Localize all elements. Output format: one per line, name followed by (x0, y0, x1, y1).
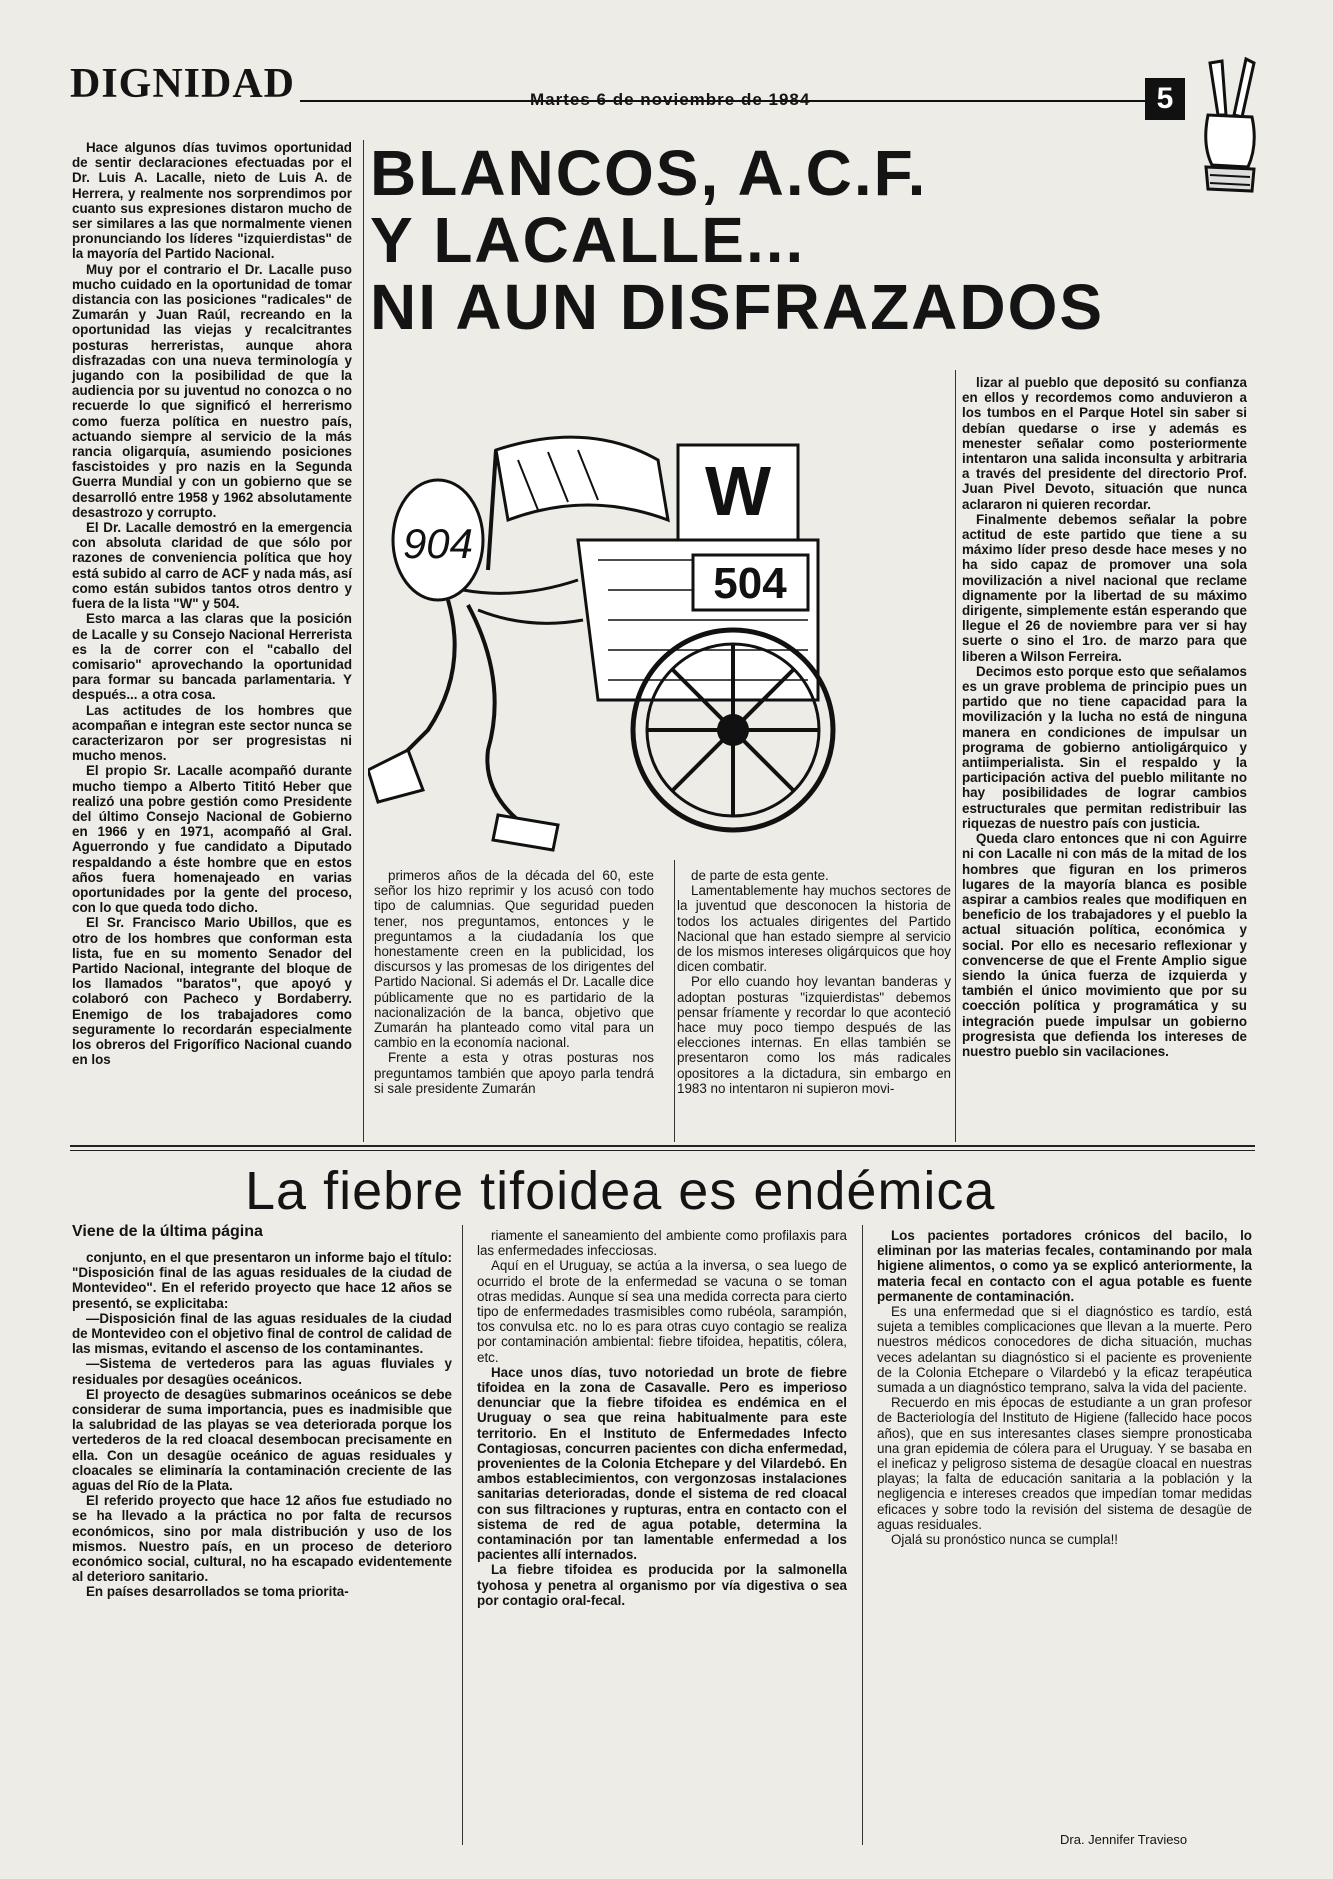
victory-hand-icon (1188, 55, 1268, 195)
issue-date: Martes 6 de noviembre de 1984 (530, 90, 811, 109)
paragraph: de parte de esta gente. (691, 868, 829, 883)
paragraph: Las actitudes de los hombres que acompañan e integran este sector nunca se caracterizaron por ser progresistas ni mucho menos. (72, 702, 352, 764)
paragraph: —Disposición final de las aguas residuales de la ciudad de Montevideo con el objetivo final de control de calidad de las mismas, evitando el ascenso de los contaminantes. (72, 1310, 452, 1357)
paragraph: El proyecto de desagües submarinos oceánicos se debe considerar de suma importancia, pues es inadmisible que la salubridad de las playas se vea deteriorada porque los vertederos de la red cloacal desembocan precisamente en ella. Con un desagüe oceánico de aguas residuales y cloacales se eliminaría la contaminación creciente de las aguas del Río de la Plata. (72, 1386, 452, 1494)
figure-label: 904 (402, 520, 474, 567)
paragraph: Es una enfermedad que si el diagnóstico es tardío, está sujeta a temibles complicaciones que llevan a la muerte. Pero nuestros médicos conocedores de dicha situación, muchas veces adelantan su diagnóstico si el paciente es proveniente de la Colonia Etchepare o Vilardebó y la eficaz terapéutica sumada a un diagnóstico temprano, salva la vida del paciente. (877, 1304, 1252, 1396)
paragraph: El referido proyecto que hace 12 años fue estudiado no se ha llevado a la práctica no por falta de recursos económicos, sino por mala distribución y uso de los mismos. Nuestro país, en un proceso de deterioro económico social, cultural, no ha escapado evidentemente al deterioro sanitario. (72, 1493, 452, 1585)
section-divider (70, 1150, 1255, 1151)
author-signature: Dra. Jennifer Travieso (1060, 1832, 1188, 1847)
masthead-title: DIGNIDAD (70, 61, 296, 107)
headline-line-3: NI AUN DISFRAZADOS (370, 271, 1105, 343)
headline-line-1: BLANCOS, A.C.F. (370, 137, 928, 209)
flag-label: W (704, 452, 772, 530)
paragraph: Queda claro entonces que ni con Aguirre ni con Lacalle ni con más de la mitad de los hombres que figuran en los primeros lugares de la mayoría blanca es posible aspirar a cambios reales que modifiquen en beneficio de los trabajadores y el pueblo la actual situación política, económica y social. Por ello es necesario reflexionar y convencerse de que el Frente Amplio sigue siendo la única fuerza de izquierda y también el único movimiento que por su coección política y programática y su integración puede impulsar un gobierno progresista que defienda los intereses de nuestro pueblo sin vacilaciones. (962, 831, 1247, 1059)
paragraph: Frente a esta y otras posturas nos preguntamos también que apoyo parla tendrá si sale presidente Zumarán (374, 1050, 654, 1096)
paragraph: Muy por el contrario el Dr. Lacalle puso mucho cuidado en la oportunidad de tomar distancia con las posiciones "radicales" de Zumarán y Juan Raúl, recreando en la oportunidad las viejas y recalcitrantes posturas herreristas, aunque ahora disfrazadas con una nueva terminología y jugando con la posibilidad de que la audiencia por su juventud no conozca o no recuerde lo que significó el herrerismo como fuerza política en nuestro país, actuando siempre al servicio de la más rancia oligarquía, asumiendo posiciones fascistoides y pro nazis en la Segunda Guerra Mundial y con un gobierno que se desarrolló entre 1958 y 1962 absolutamente desastrozo y corrupto. (72, 261, 352, 520)
column-divider (955, 370, 956, 1142)
paragraph: Decimos esto porque esto que señalamos es un grave problema de principio pues un partido que no tiene capacidad para la movilización y la lucha no está de ninguna manera en condiciones de impulsar un programa de gobierno antioligárquico y antiimperialista. Sin el respaldo y la participación activa del pueblo militante no hay posibilidades de lograr cambios estructurales que permitan redistribuir las riquezas de nuestro país con justicia. (962, 663, 1247, 831)
story2-column-3 (877, 1228, 1252, 1547)
paragraph: conjunto, en el que presentaron un informe bajo el título: "Disposición final de las aguas residuales de la ciudad de Montevideo". En el referido proyecto que hace 12 años se presentó, se explicitaba: (72, 1250, 452, 1311)
paragraph: lizar al pueblo que depositó su confianza en ellos y recordemos como anduvieron a los tumbos en el Parque Hotel sin saber si debían quedarse o irse y además es menester señalar como posteriormente intentaron una salida inconsulta y arbitraria a través del presidente del directorio Prof. Juan Pivel Devoto, situación que nunca aclararon ni quieren recordar. (962, 375, 1247, 512)
paragraph: Recuerdo en mis épocas de estudiante a un gran profesor de Bacteriología del Instituto de Higiene (fallecido hace pocos años), que en sus interesantes clases siempre pronosticaba una gran epidemia de cólera para el Uruguay. Y se basaba en el ineficaz y peligroso sistema de desagüe cloacal en nuestras playas; la falta de educación sanitaria a la población y la negligencia e intereses creados que impedían tomar medidas eficaces y sobre todo la revisión del sistema de desagüe de aguas residuales. (877, 1395, 1252, 1532)
paragraph: primeros años de la década del 60, este señor los hizo reprimir y los acusó con todo tipo de calumnias. Que seguridad pueden tener, nos preguntamos, entonces y le preguntamos a la ciudadanía los que honestamente creen en la publicidad, los discursos y las promesas de los dirigentes del Partido Nacional. Si además el Dr. Lacalle dice públicamente que no es partidario de la nacionalización de la banca, objetivo que Zumarán ha planteado como vital para un cambio en la economía nacional. (374, 868, 654, 1051)
paragraph: El Sr. Francisco Mario Ubillos, que es otro de los hombres que conforman esta lista, fue en su momento Senador del Partido Nacional, integrante del bloque de los llamados "baratos", que apoyó y colaboró con Pacheco y Bordaberry. Enemigo de los trabajadores como seguramente lo recordarán especialmente los obreros del Frigorífico Nacional cuando en los (72, 915, 352, 1068)
column-divider (363, 140, 364, 1142)
column-divider (674, 860, 675, 1142)
story2-column-1 (72, 1250, 452, 1600)
story1-column-2 (374, 868, 654, 1096)
paragraph: Hace algunos días tuvimos oportunidad de sentir declaraciones efectuadas por el Dr. Luis A. Lacalle, nieto de Luis A. de Herrera, y realmente nos sorprendimos por cuanto sus expresiones distaron mucho de ser similares a las que normalmente vienen pronunciando los líderes "izquierdistas" de la mayoría del Partido Nacional. (72, 140, 352, 262)
paragraph: El Dr. Lacalle demostró en la emergencia con absoluta claridad de que sólo por razones de conveniencia política que hoy está subido al carro de ACF y nada más, así como están subidos tantos otros dentro y fuera de la lista "W" y 504. (72, 520, 352, 612)
paragraph: Aquí en el Uruguay, se actúa a la inversa, o sea luego de ocurrido el brote de la enfermedad se vacuna o se toman otras medidas. Aunque sí sea una medida correcta para cierto tipo de enfermedades trasmisibles como rubéola, sarampión, tos convulsa etc. no lo es para otras cuyo contagio se realiza por contaminación ambiental: fiebre tifoidea, hepatitis, cólera, etc. (477, 1258, 847, 1365)
story2-headline: La fiebre tifoidea es endémica (245, 1161, 996, 1221)
cart-label: 504 (713, 559, 787, 608)
section-divider (70, 1145, 1255, 1147)
paragraph: Finalmente debemos señalar la pobre actitud de este partido que tiene a su máximo líder preso desde hace meses y no ha sido capaz de promover una sola movilización a nivel nacional que reclame dignamente por la libertad de su máximo dirigente, simplemente están esperando que llegue el 26 de noviembre para ver si hay suerte o sino el 1ro. de marzo para que liberen a Wilson Ferreira. (962, 511, 1247, 664)
column-divider (462, 1225, 463, 1845)
paragraph: Lamentablemente hay muchos sectores de la juventud que desconocen la historia de todos los actuales dirigentes del Partido Nacional que han estado siempre al servicio de los mismos intereses oligárquicos que hoy dicen combatir. (677, 883, 951, 975)
continued-from-label: Viene de la última página (72, 1223, 263, 1240)
story2-column-2 (477, 1228, 847, 1608)
paragraph: riamente el saneamiento del ambiente como profilaxis para las enfermedades infecciosas. (477, 1228, 847, 1259)
story1-column-1 (72, 140, 352, 1067)
column-divider (862, 1225, 863, 1845)
paragraph: En países desarrollados se toma priorita- (86, 1584, 349, 1600)
paragraph: Por ello cuando hoy levantan banderas y adoptan posturas "izquierdistas" debemos pensar fríamente y recordar lo que aconteció hace muy poco tiempo después de las elecciones internas. En ellas también se presentaron como los más radicales opositores a la dictadura, sin embargo en 1983 no intentaron ni supieron movi- (677, 974, 951, 1096)
paragraph: Ojalá su pronóstico nunca se cumpla!! (891, 1532, 1119, 1548)
cartoon-illustration (368, 430, 948, 860)
paragraph: Esto marca a las claras que la posición de Lacalle y su Consejo Nacional Herrerista es la de correr con el "caballo del comisario" aprovechando la oportunidad para formar su bancada parlamentaria. Y después... a otra cosa. (72, 611, 352, 703)
story1-headline (370, 137, 1105, 343)
story1-column-4 (962, 375, 1247, 1059)
paragraph: Los pacientes portadores crónicos del bacilo, lo eliminan por las materias fecales, contaminando por mala higiene alimentos, o como ya se explicó anteriormente, la materia fecal en contacto con el agua potable es fuente permanente de contaminación. (877, 1228, 1252, 1304)
headline-line-2: Y LACALLE... (370, 204, 806, 276)
paragraph: Hace unos días, tuvo notoriedad un brote de fiebre tifoidea en la zona de Casavalle. Pero es imperioso denunciar que la fiebre tifoidea es endémica en el Uruguay o sea que reina habitualmente para este territorio. En el Instituto de Enfermedades Infecto Contagiosas, concurren pacientes con dicha enfermedad, provenientes de la Colonia Etchepare y del Vilardebó. En ambos establecimientos, con vergonzosas instalaciones sanitarias deterioradas, donde el sistema de red cloacal con sus filtraciones y rupturas, entra en contacto con el sistema de red de agua potable, determina la contaminación por tan lamentable enfermedad a los pacientes allí internados. (477, 1364, 847, 1563)
paragraph: —Sistema de vertederos para las aguas fluviales y residuales por desagües oceánicos. (72, 1356, 452, 1387)
story1-column-3 (677, 868, 951, 1096)
paragraph: La fiebre tifoidea es producida por la salmonella tyohosa y penetra al organismo por vía digestiva o sea por contagio oral-fecal. (477, 1562, 847, 1608)
paragraph: El propio Sr. Lacalle acompañó durante mucho tiempo a Alberto Tititó Heber que realizó una pobre gestión como Presidente del último Consejo Nacional de Gobierno en 1966 y en 1971, acompañó al Gral. Aguerrondo y fue candidato a Diputado respaldando a éste hombre que en estos años fuera homenajeado en varias oportunidades por la gente del proceso, con lo que queda todo dicho. (72, 763, 352, 916)
page-number: 5 (1145, 78, 1185, 120)
